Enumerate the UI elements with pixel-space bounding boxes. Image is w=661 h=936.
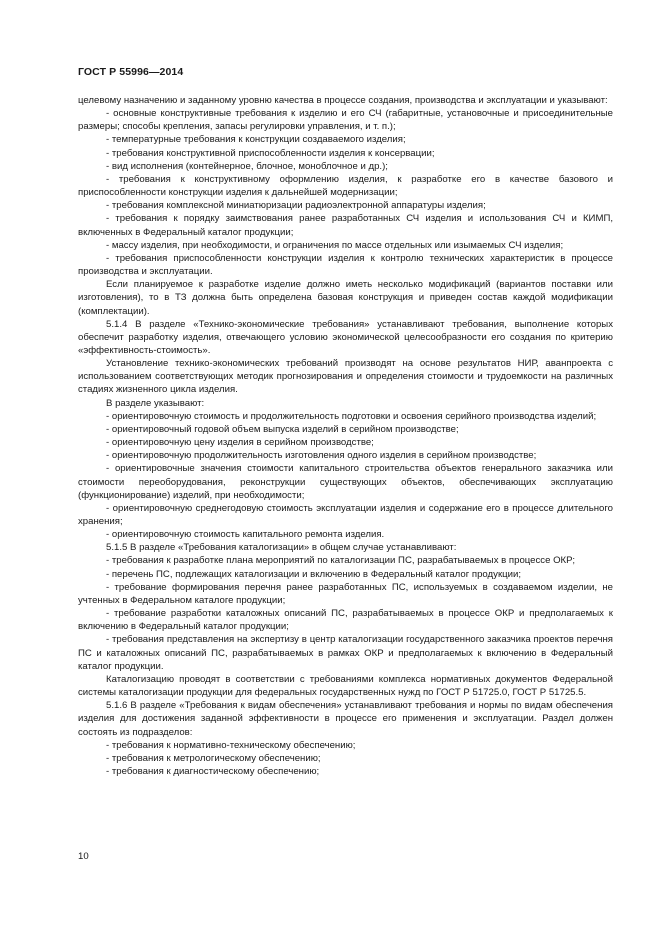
list-item: - основные конструктивные требования к изделию и его СЧ (габаритные, установочные и присоединительные размеры; способы крепления, запасы регулировки управления, и т. п.); [78,108,613,133]
paragraph-continuation: целевому назначению и заданному уровню качества в процессе создания, производства и эксплуатации и указывают: [78,95,608,106]
list-item: - ориентировочные значения стоимости капитального строительства объектов генерального заказчика или стоимости переоборудования, реконструкции существующих объектов, обеспечивающих эксплуатацию (функционирование) изделий, при необходимости; [78,463,613,501]
list-item: - ориентировочную цену изделия в серийном производстве; [106,437,374,449]
list-item: - требования комплексной миниатюризации радиоэлектронной аппаратуры изделия; [106,200,486,212]
list-item: - перечень ПС, подлежащих каталогизации и включению в Федеральный каталог продукции; [106,568,522,580]
list-item: - требование разработки каталожных описаний ПС, разрабатываемых в процессе ОКР и предполагаемых к включению в Федеральный каталог продукции; [78,608,613,633]
paragraph: В разделе указывают: [106,397,205,409]
list-item: - массу изделия, при необходимости, и ограничения по массе отдельных или изымаемых СЧ изделия; [106,239,564,251]
section-paragraph-5-1-6: 5.1.6 В разделе «Требования к видам обеспечения» устанавливают требования и нормы по видам обеспечения изделия для достижения заданной эффективности в процессе его применения и эксплуатации. Раздел должен состоять из подразделов: [78,700,613,738]
paragraph: Установление технико-экономических требований производят на основе результатов НИР, аванпроекта с использованием соответствующих методик прогнозирования и определения стоимости и трудоемкости на различных стадиях жизненного цикла изделия. [78,358,613,396]
list-item: - ориентировочную стоимость капитального ремонта изделия. [106,529,385,541]
list-item: - ориентировочную среднегодовую стоимость эксплуатации изделия и содержание его в процессе длительного хранения; [78,502,613,527]
list-item: - требования конструктивной приспособленности изделия к консервации; [106,147,435,159]
page-number: 10 [78,851,89,862]
list-item: - требования представления на экспертизу в центр каталогизации государственного заказчика проектов перечня ПС и каталожных описаний ПС, разрабатываемых в рамках ОКР и предполагаемых к включению в Федеральный каталог продукции. [78,634,613,672]
section-paragraph-5-1-5: 5.1.5 В разделе «Требования каталогизации» в общем случае устанавливают: [106,542,457,554]
list-item: - требования приспособленности конструкции изделия к контролю технических характеристик в процессе производства и эксплуатации. [78,252,613,278]
list-item: - требования к конструктивному оформлению изделия, к разработке его в качестве базового и приспособленности конструкции изделия к дальнейшей модернизации; [78,173,613,199]
list-item: - ориентировочную продолжительность изготовления одного изделия в серийном производстве; [106,450,537,462]
list-item: - требования к диагностическому обеспечению; [106,765,320,777]
list-item: - вид исполнения (контейнерное, блочное, моноблочное и др.); [106,160,388,172]
document-body [78,94,613,778]
list-item: - ориентировочный годовой объем выпуска изделий в серийном производстве; [106,423,459,435]
paragraph: Если планируемое к разработке изделие должно иметь несколько модификаций (вариантов поставки или изготовления), то в ТЗ должна быть определена базовая конструкция и приведен состав каждой модификации (комплектации). [78,279,613,317]
document-header-title: ГОСТ Р 55996—2014 [78,66,184,78]
list-item: - требования к разработке плана мероприятий по каталогизации ПС, разрабатываемых в процессе ОКР; [106,555,576,567]
list-item: - ориентировочную стоимость и продолжительность подготовки и освоения серийного производства изделий; [106,410,597,422]
list-item: - требования к порядку заимствования ранее разработанных СЧ изделия и использования СЧ и КИМП, включенных в Федеральный каталог продукции; [78,213,613,238]
section-paragraph-5-1-4: 5.1.4 В разделе «Технико-экономические требования» устанавливают требования, выполнение которых обеспечит разработку изделия, отвечающего условию экономической целесообразности его создания по критерию «эффективность-стоимость». [78,318,613,356]
list-item: - требования к метрологическому обеспечению; [106,752,321,764]
list-item: - требование формирования перечня ранее разработанных ПС, используемых в создаваемом изделии, не учтенных в Федеральном каталоге продукции; [78,581,613,606]
paragraph: Каталогизацию проводят в соответствии с требованиями комплекса нормативных документов Федеральной системы каталогизации продукции для федеральных государственных нужд по ГОСТ Р 51725.0, ГОСТ Р 51725.5. [78,673,613,699]
list-item: - требования к нормативно-техническому обеспечению; [106,739,356,751]
list-item: - температурные требования к конструкции создаваемого изделия; [106,134,406,146]
